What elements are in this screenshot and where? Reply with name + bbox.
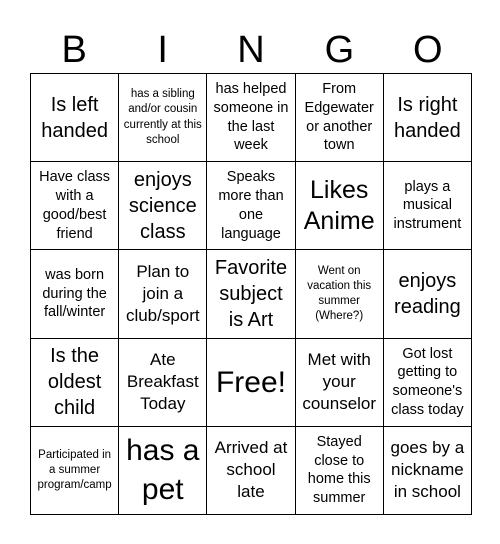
bingo-cell-r2c3[interactable]: Speaks more than one language (207, 162, 295, 250)
bingo-cell-r5c1[interactable]: Participated in a summer program/camp (31, 427, 119, 515)
bingo-cell-r1c4[interactable]: From Edgewater or another town (296, 74, 384, 162)
header-letter-b: B (61, 29, 87, 71)
bingo-cell-r4c5[interactable]: Got lost getting to someone's class today (384, 339, 472, 427)
bingo-cell-r5c3[interactable]: Arrived at school late (207, 427, 295, 515)
bingo-cell-r2c4[interactable]: Likes Anime (296, 162, 384, 250)
bingo-cell-r1c5[interactable]: Is right handed (384, 74, 472, 162)
bingo-cell-r3c3[interactable]: Favorite subject is Art (207, 250, 295, 338)
bingo-cell-r3c2[interactable]: Plan to join a club/sport (119, 250, 207, 338)
header-letter-i: I (157, 29, 168, 71)
bingo-cell-r2c5[interactable]: plays a musical instrument (384, 162, 472, 250)
bingo-cell-r3c5[interactable]: enjoys reading (384, 250, 472, 338)
bingo-cell-free[interactable]: Free! (207, 339, 295, 427)
bingo-cell-r5c5[interactable]: goes by a nickname in school (384, 427, 472, 515)
bingo-cell-r5c4[interactable]: Stayed close to home this summer (296, 427, 384, 515)
bingo-cell-r1c1[interactable]: Is left handed (31, 74, 119, 162)
bingo-cell-r2c1[interactable]: Have class with a good/best friend (31, 162, 119, 250)
header-letter-n: N (237, 29, 265, 71)
bingo-cell-r2c2[interactable]: enjoys science class (119, 162, 207, 250)
bingo-cell-r4c4[interactable]: Met with your counselor (296, 339, 384, 427)
bingo-cell-r1c2[interactable]: has a sibling and/or cousin currently at this school (119, 74, 207, 162)
bingo-cell-r3c4[interactable]: Went on vacation this summer (Where?) (296, 250, 384, 338)
bingo-header (30, 28, 472, 72)
bingo-grid (30, 73, 472, 515)
header-letter-g: G (324, 29, 355, 71)
bingo-cell-r3c1[interactable]: was born during the fall/winter (31, 250, 119, 338)
bingo-cell-r4c1[interactable]: Is the oldest child (31, 339, 119, 427)
bingo-cell-r5c2[interactable]: has a pet (119, 427, 207, 515)
header-letter-o: O (413, 29, 443, 71)
bingo-cell-r4c2[interactable]: Ate Breakfast Today (119, 339, 207, 427)
bingo-cell-r1c3[interactable]: has helped someone in the last week (207, 74, 295, 162)
